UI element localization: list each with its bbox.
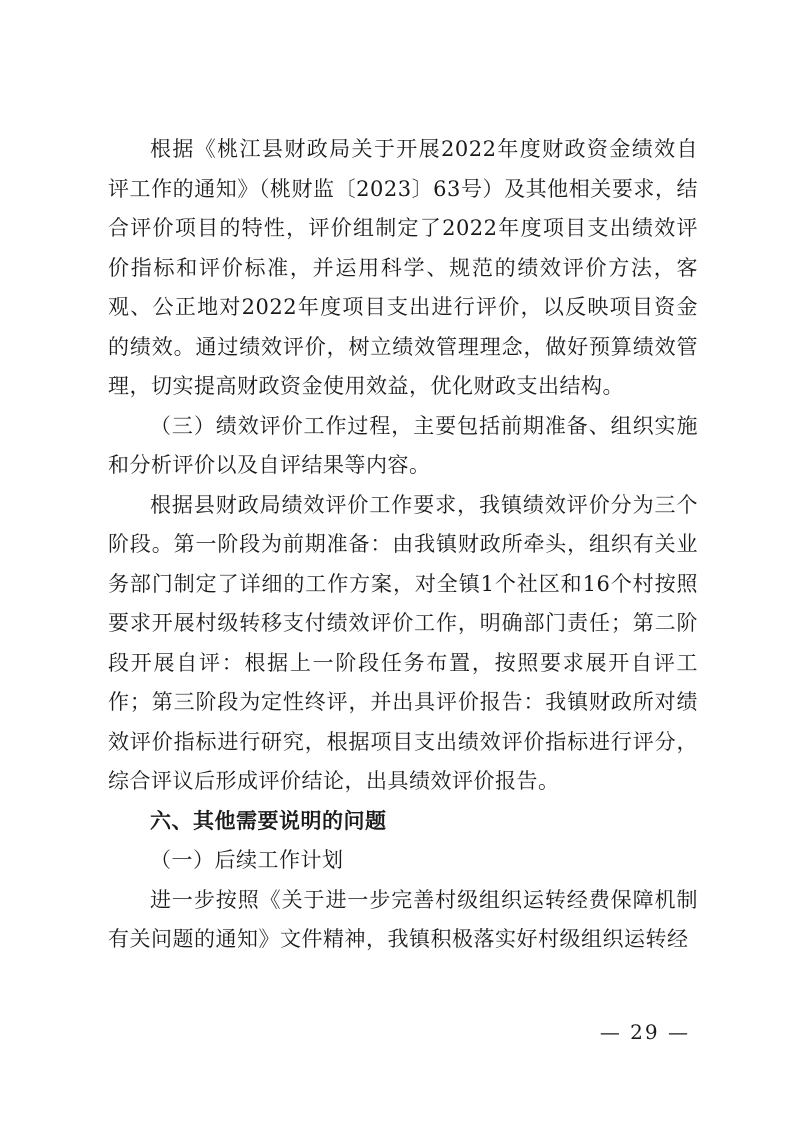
section-heading: 六、其他需要说明的问题 [150, 808, 387, 833]
page-number: — 29 — [599, 1020, 690, 1044]
paragraph-evaluation-process: （三）绩效评价工作过程，主要包括前期准备、组织实施和分析评价以及自评结果等内容。 [108, 413, 698, 477]
paragraph-follow-up-plan: 进一步按照《关于进一步完善村级组织运转经费保障机制有关问题的通知》文件精神，我镇积极落实好村级组织运转经 [108, 887, 698, 951]
subsection-heading: （一）后续工作计划 [150, 848, 344, 872]
paragraph-evaluation-stages: 根据县财政局绩效评价工作要求，我镇绩效评价分为三个阶段。第一阶段为前期准备：由我镇财政所牵头，组织有关业务部门制定了详细的工作方案，对全镇1个社区和16个村按照要求开展村级转移支付绩效评价工作，明确部门责任；第二阶段开展自评：根据上一阶段任务布置，按照要求展开自评工作；第三阶段为定性终评，并出具评价报告：我镇财政所对绩效评价指标进行研究，根据项目支出绩效评价指标进行评分，综合评议后形成评价结论，出具绩效评价报告。 [108, 492, 698, 793]
paragraph-evaluation-basis: 根据《桃江县财政局关于开展2022年度财政资金绩效自评工作的通知》（桃财监〔2023〕63号）及其他相关要求，结合评价项目的特性，评价组制定了2022年度项目支出绩效评价指标和评价标准，并运用科学、规范的绩效评价方法，客观、公正地对2022年度项目支出进行评价，以反映项目资金的绩效。通过绩效评价，树立绩效管理理念，做好预算绩效管理，切实提高财政资金使用效益，优化财政支出结构。 [108, 137, 698, 398]
page-content [108, 130, 698, 960]
